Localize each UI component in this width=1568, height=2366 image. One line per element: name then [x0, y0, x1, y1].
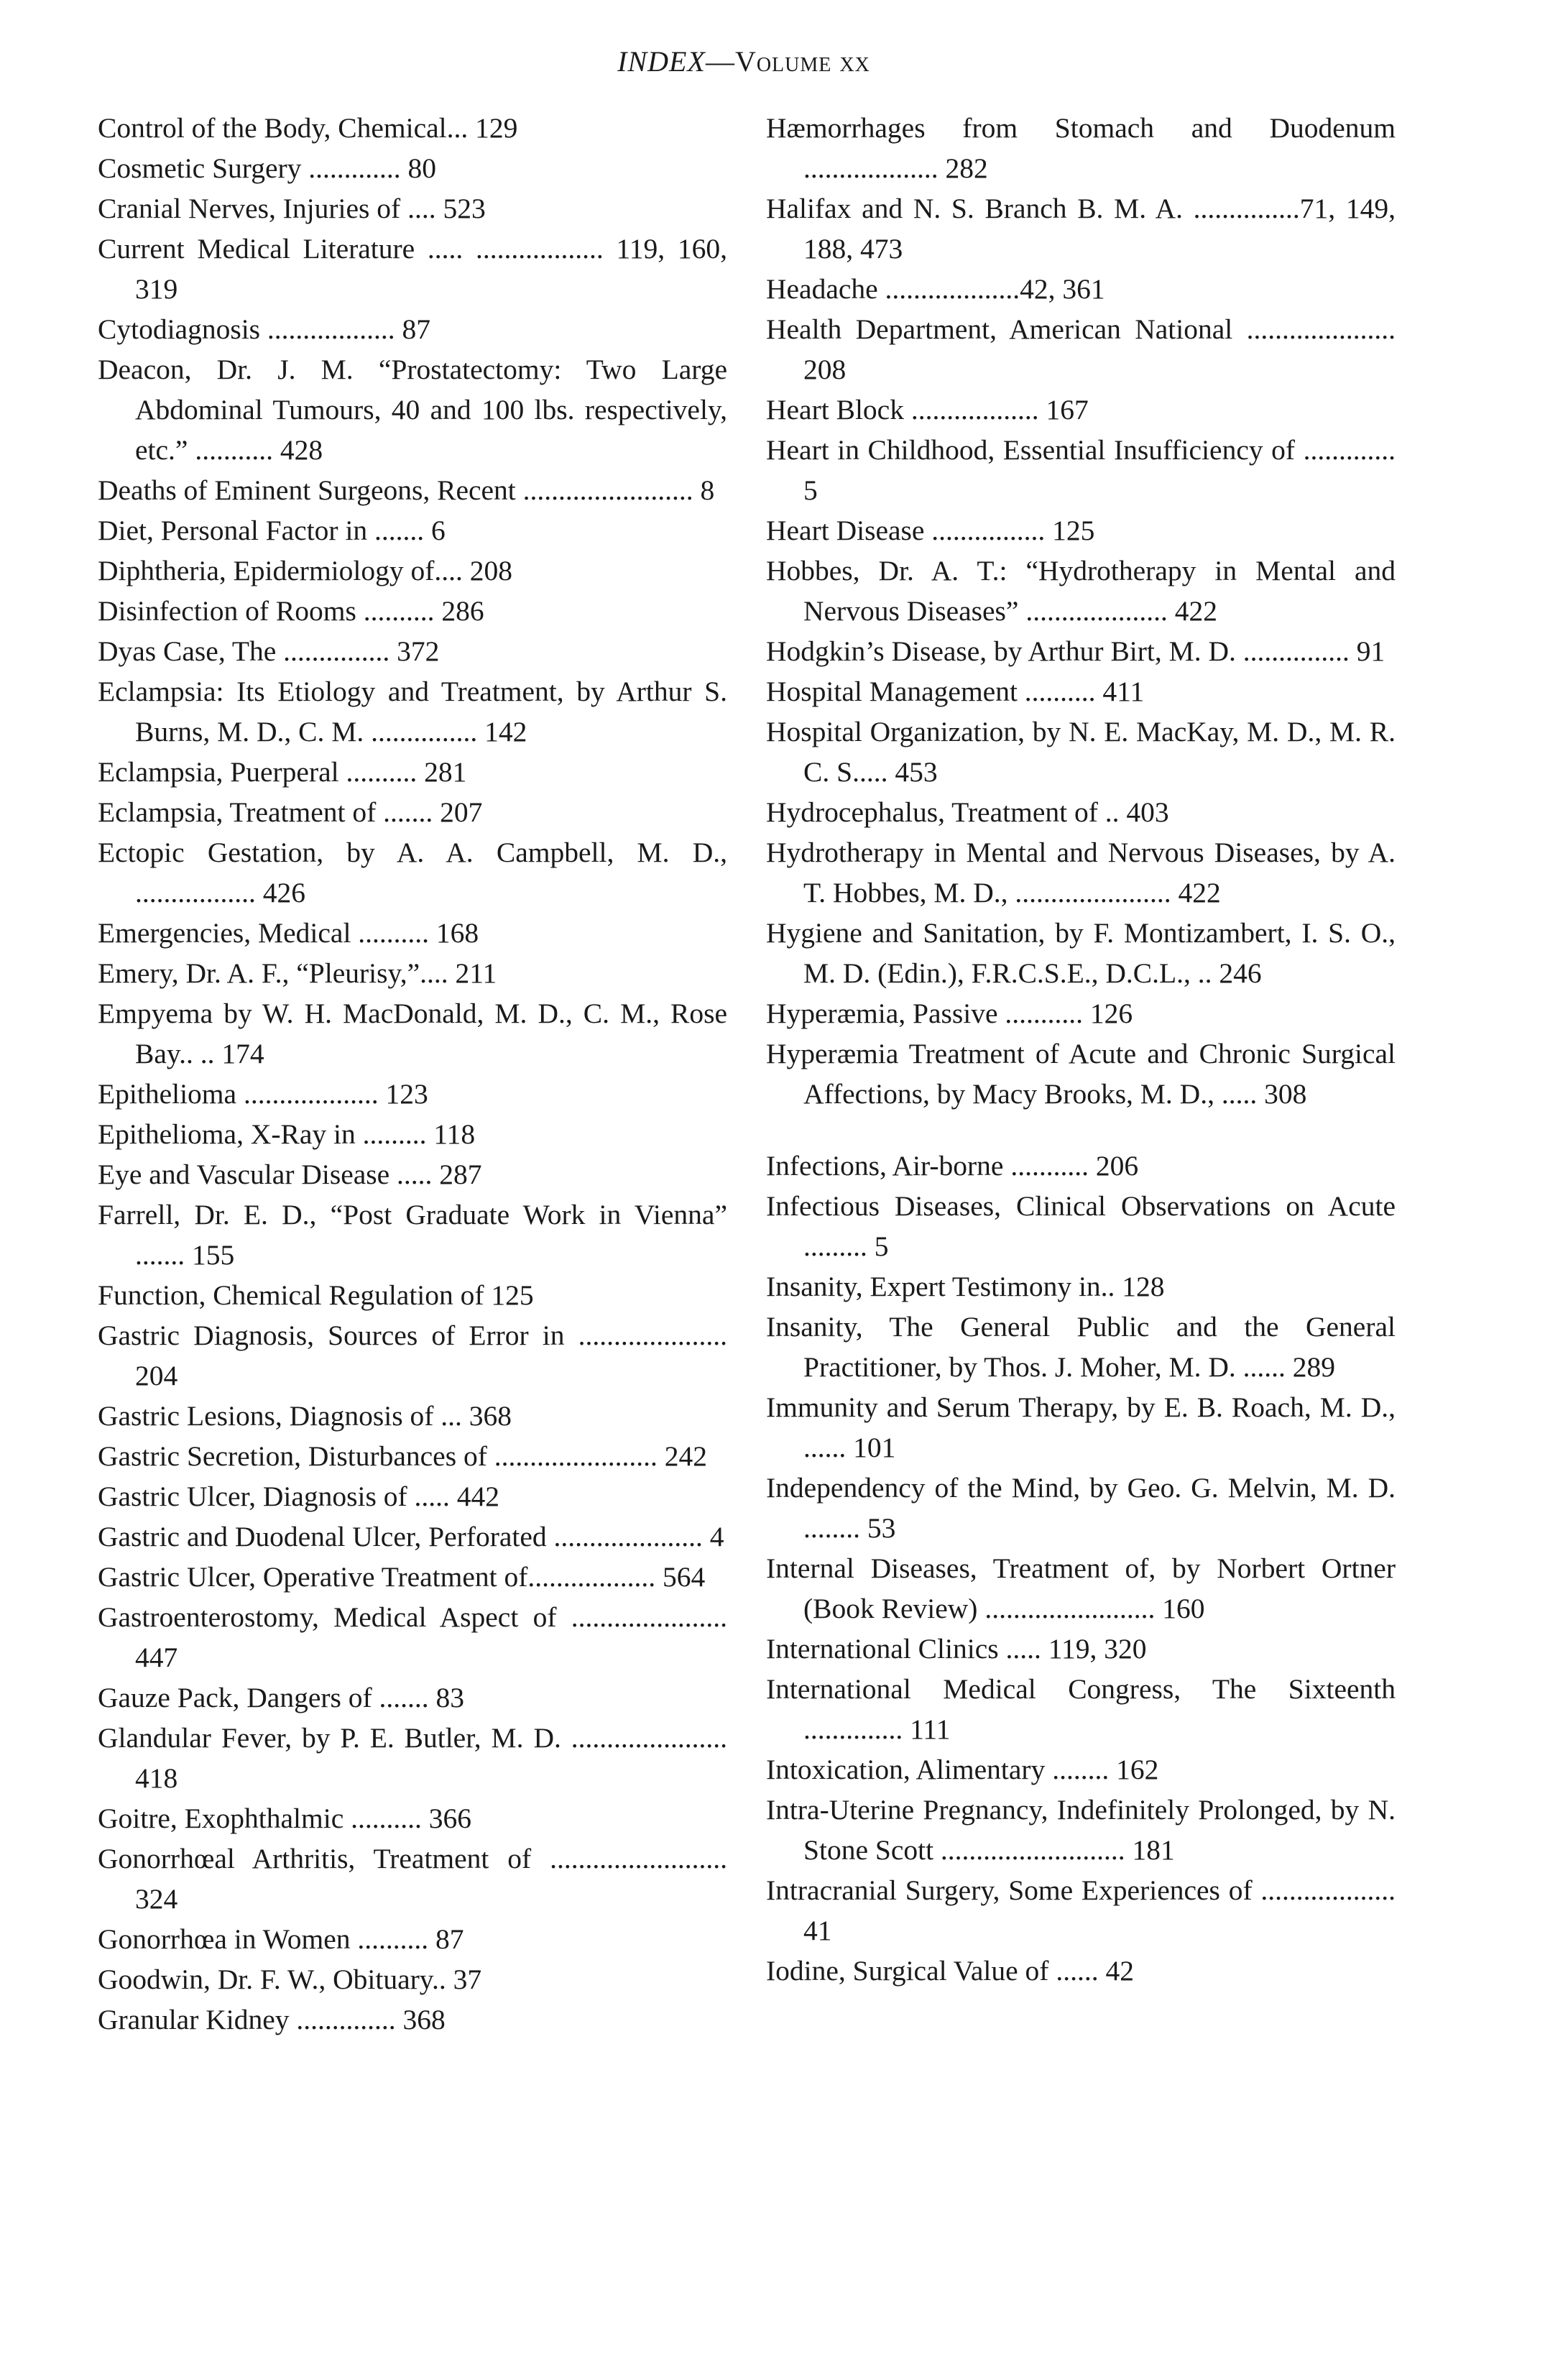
- index-entry: Hygiene and Sanitation, by F. Montizambert, I. S. O., M. D. (Edin.), F.R.C.S.E., D.C.L., .. 246: [766, 917, 1396, 989]
- index-entry: Infectious Diseases, Clinical Observations on Acute ......... 5: [766, 1190, 1396, 1262]
- index-entry: Eclampsia: Its Etiology and Treatment, by Arthur S. Burns, M. D., C. M. ............... 142: [98, 676, 727, 747]
- index-entry: Goitre, Exophthalmic .......... 366: [98, 1803, 471, 1834]
- index-entry: Eye and Vascular Disease ..... 287: [98, 1159, 482, 1190]
- index-entry: Hydrocephalus, Treatment of .. 403: [766, 796, 1169, 828]
- index-entry: Glandular Fever, by P. E. Butler, M. D. ...................... 418: [98, 1722, 727, 1794]
- index-entry: Intoxication, Alimentary ........ 162: [766, 1754, 1159, 1785]
- index-column-left: [98, 108, 727, 2040]
- index-entry: Dyas Case, The ............... 372: [98, 635, 440, 667]
- index-entry: Heart Block .................. 167: [766, 394, 1089, 425]
- index-entry: International Medical Congress, The Sixteenth .............. 111: [766, 1673, 1396, 1745]
- index-entry: International Clinics ..... 119, 320: [766, 1633, 1147, 1665]
- index-entry: Iodine, Surgical Value of ...... 42: [766, 1955, 1134, 1987]
- index-entry: Hospital Organization, by N. E. MacKay, M. D., M. R. C. S..... 453: [766, 716, 1396, 788]
- index-entry: Eclampsia, Puerperal .......... 281: [98, 756, 467, 788]
- index-entry: Deacon, Dr. J. M. “Prostatectomy: Two Large Abdominal Tumours, 40 and 100 lbs. respectively, etc.” ........... 428: [98, 354, 727, 466]
- index-entry: Hyperæmia, Passive ........... 126: [766, 998, 1133, 1029]
- index-entry: Gastric Secretion, Disturbances of ....................... 242: [98, 1440, 707, 1472]
- index-entry: Immunity and Serum Therapy, by E. B. Roach, M. D., ...... 101: [766, 1391, 1396, 1463]
- index-entry: Gastroenterostomy, Medical Aspect of ...................... 447: [98, 1601, 727, 1673]
- index-entry: Goodwin, Dr. F. W., Obituary.. 37: [98, 1964, 482, 1995]
- index-entry: Function, Chemical Regulation of 125: [98, 1279, 534, 1311]
- index-entry: Gonorrhœal Arthritis, Treatment of ......................... 324: [98, 1843, 727, 1915]
- header-title: INDEX: [617, 45, 706, 78]
- index-entry: Infections, Air-borne ........... 206: [766, 1150, 1139, 1182]
- section-gap: [766, 1114, 1396, 1146]
- index-entry: Health Department, American National ..................... 208: [766, 313, 1396, 385]
- index-entry: Cosmetic Surgery ............. 80: [98, 152, 437, 184]
- index-entry: Emergencies, Medical .......... 168: [98, 917, 479, 949]
- index-entry: Hydrotherapy in Mental and Nervous Diseases, by A. T. Hobbes, M. D., ...................... 422: [766, 837, 1396, 908]
- index-entry: Heart Disease ................ 125: [766, 515, 1095, 546]
- index-entry: Hyperæmia Treatment of Acute and Chronic Surgical Affections, by Macy Brooks, M. D., ..... 308: [766, 1038, 1396, 1110]
- index-entry: Hospital Management .......... 411: [766, 676, 1145, 707]
- index-entry: Diphtheria, Epidermiology of.... 208: [98, 555, 513, 586]
- index-entry: Gastric Lesions, Diagnosis of ... 368: [98, 1400, 512, 1432]
- page-header: [0, 45, 1488, 78]
- index-entry: Ectopic Gestation, by A. A. Campbell, M. D., ................. 426: [98, 837, 727, 908]
- index-entry: Independency of the Mind, by Geo. G. Melvin, M. D. ........ 53: [766, 1472, 1396, 1544]
- index-column-right: [766, 108, 1396, 1991]
- index-entry: Hobbes, Dr. A. T.: “Hydrotherapy in Mental and Nervous Diseases” .................... 422: [766, 555, 1396, 627]
- index-entry: Intracranial Surgery, Some Experiences of ................... 41: [766, 1874, 1396, 1946]
- index-entry: Headache ...................42, 361: [766, 273, 1105, 305]
- index-entry: Gauze Pack, Dangers of ....... 83: [98, 1682, 465, 1713]
- index-entry: Current Medical Literature ..... .................. 119, 160, 319: [98, 233, 727, 305]
- index-entry: Deaths of Eminent Surgeons, Recent ........................ 8: [98, 474, 715, 506]
- index-entry: Cytodiagnosis .................. 87: [98, 313, 431, 345]
- index-entry: Cranial Nerves, Injuries of .... 523: [98, 193, 486, 224]
- index-entry: Gonorrhœa in Women .......... 87: [98, 1923, 464, 1955]
- header-subtitle: —Volume xx: [705, 45, 870, 78]
- index-entry: Halifax and N. S. Branch B. M. A. ...............71, 149, 188, 473: [766, 193, 1396, 264]
- index-entry: Granular Kidney .............. 368: [98, 2004, 446, 2035]
- index-entry: Hodgkin’s Disease, by Arthur Birt, M. D. ............... 91: [766, 635, 1385, 667]
- index-entry: Farrell, Dr. E. D., “Post Graduate Work in Vienna” ....... 155: [98, 1199, 727, 1271]
- index-entry: Intra-Uterine Pregnancy, Indefinitely Prolonged, by N. Stone Scott .......................... 181: [766, 1794, 1396, 1866]
- index-entry: Epithelioma, X-Ray in ......... 118: [98, 1118, 476, 1150]
- index-entry: Epithelioma ................... 123: [98, 1078, 428, 1110]
- index-entry: Gastric Ulcer, Diagnosis of ..... 442: [98, 1481, 499, 1512]
- index-entry: Gastric and Duodenal Ulcer, Perforated ..................... 4: [98, 1521, 724, 1552]
- index-entry: Heart in Childhood, Essential Insufficiency of ............. 5: [766, 434, 1396, 506]
- index-entry: Internal Diseases, Treatment of, by Norbert Ortner (Book Review) ........................ 160: [766, 1552, 1396, 1624]
- index-entry: Hæmorrhages from Stomach and Duodenum ................... 282: [766, 112, 1396, 184]
- index-entry: Empyema by W. H. MacDonald, M. D., C. M., Rose Bay.. .. 174: [98, 998, 727, 1069]
- index-entry: Insanity, Expert Testimony in.. 128: [766, 1271, 1165, 1302]
- index-entry: Control of the Body, Chemical... 129: [98, 112, 518, 144]
- index-entry: Disinfection of Rooms .......... 286: [98, 595, 484, 627]
- index-entry: Eclampsia, Treatment of ....... 207: [98, 796, 483, 828]
- index-entry: Gastric Diagnosis, Sources of Error in ..................... 204: [98, 1320, 727, 1391]
- index-entry: Gastric Ulcer, Operative Treatment of.................. 564: [98, 1561, 706, 1593]
- index-entry: Emery, Dr. A. F., “Pleurisy,”.... 211: [98, 957, 497, 989]
- index-entry: Diet, Personal Factor in ....... 6: [98, 515, 446, 546]
- index-entry: Insanity, The General Public and the General Practitioner, by Thos. J. Moher, M. D. ...... 289: [766, 1311, 1396, 1383]
